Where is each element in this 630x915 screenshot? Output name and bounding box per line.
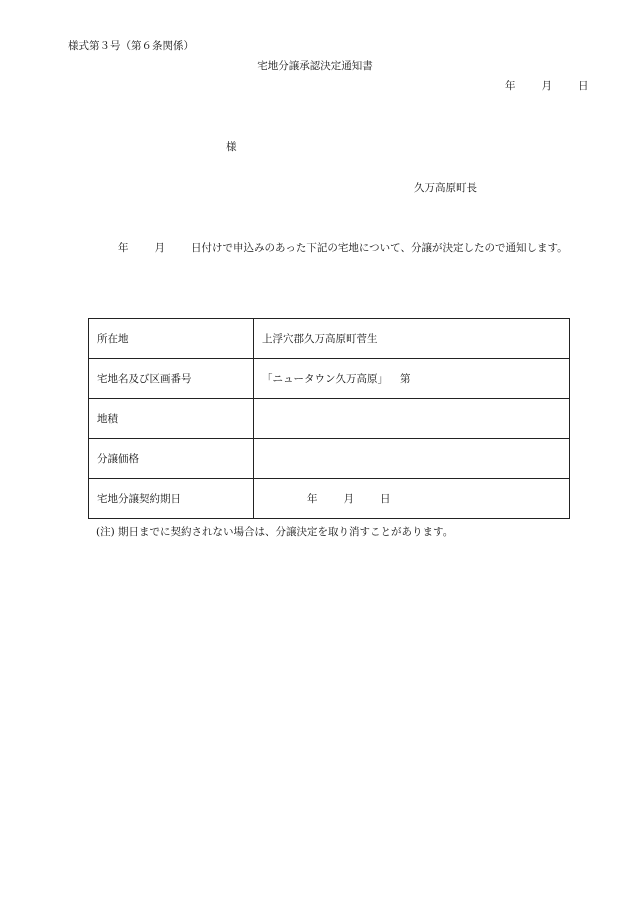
lot-name: 「ニュータウン久万高原」 [262, 373, 388, 385]
body-text: 日付けで申込みのあった下記の宅地について、分譲が決定したので通知します。 [191, 242, 568, 254]
row-value-price [254, 439, 570, 479]
row-label-price: 分譲価格 [89, 439, 254, 479]
lot-number-prefix: 第 [400, 373, 411, 385]
document-title: 宅地分譲承認決定通知書 [257, 60, 373, 72]
contract-day: 日 [380, 493, 391, 505]
issuer-name: 久万高原町長 [414, 182, 477, 194]
issue-date [505, 78, 589, 93]
body-year: 年 [118, 242, 129, 254]
row-value-lot-name [254, 359, 570, 399]
contract-month: 月 [343, 493, 354, 505]
footnote: (注) 期日までに契約されない場合は、分譲決定を取り消すことがあります。 [96, 526, 454, 538]
row-value-area [254, 399, 570, 439]
contract-year: 年 [307, 493, 318, 505]
row-value-location: 上浮穴郡久万高原町菅生 [254, 319, 570, 359]
issue-date-day: 日 [578, 80, 589, 92]
table-row [89, 399, 570, 439]
row-label-area: 地積 [89, 399, 254, 439]
table-row [89, 439, 570, 479]
row-label-lot-name: 宅地名及び区画番号 [89, 359, 254, 399]
body-month: 月 [154, 242, 165, 254]
body-paragraph [68, 238, 596, 259]
table-row [89, 479, 570, 519]
issue-date-year: 年 [505, 80, 516, 92]
table-row [89, 359, 570, 399]
table-row [89, 319, 570, 359]
row-label-location: 所在地 [89, 319, 254, 359]
lot-info-table [88, 318, 570, 519]
issue-date-month: 月 [541, 80, 552, 92]
row-value-contract-date [254, 479, 570, 519]
row-label-contract-date: 宅地分譲契約期日 [89, 479, 254, 519]
form-number: 様式第３号（第６条関係） [68, 40, 194, 52]
recipient-suffix: 様 [226, 141, 237, 153]
